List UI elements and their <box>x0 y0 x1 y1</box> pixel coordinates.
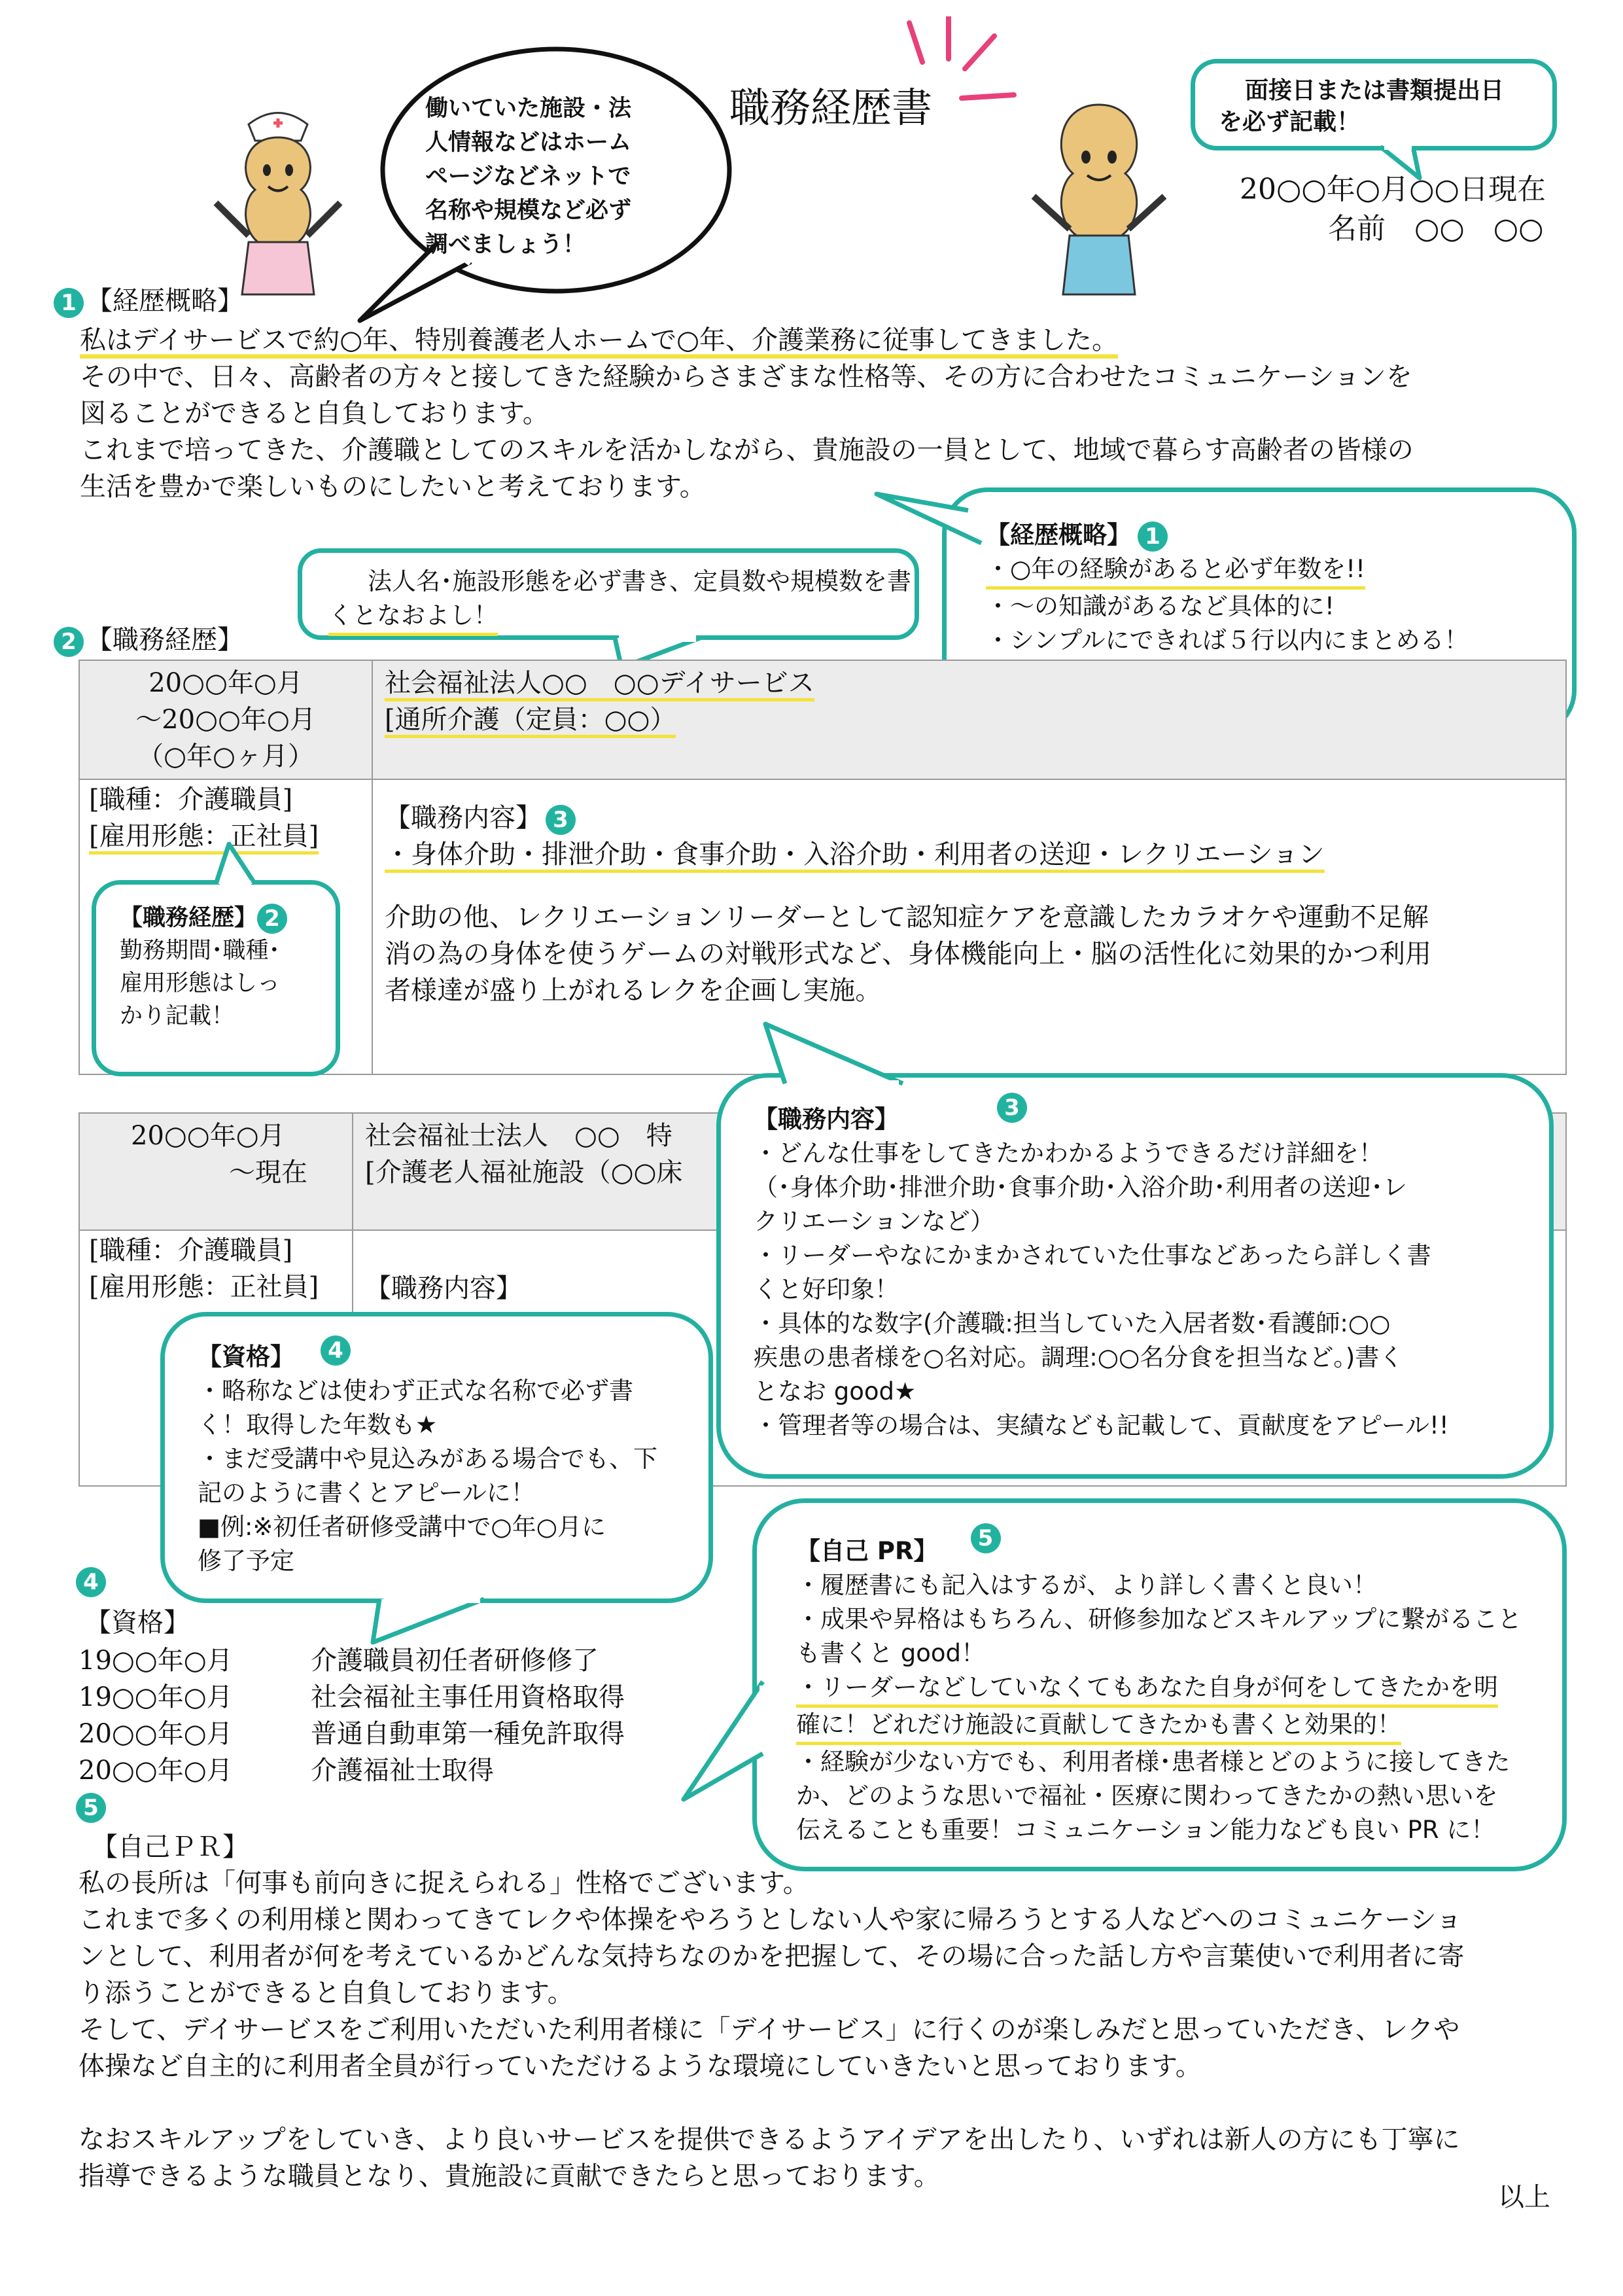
history-tip-bubble-tail <box>209 841 268 887</box>
bubble-badge-3: 3 <box>997 1093 1027 1123</box>
section-badge-2: 2 <box>54 627 84 657</box>
job1-period: 20○○年○月 ～20○○年○月 （○年○ヶ月） <box>79 660 372 779</box>
job2-period: 20○○年○月 ～現在 <box>79 1113 353 1230</box>
section-badge-1: 1 <box>54 288 84 318</box>
duty-badge-3: 3 <box>546 805 576 835</box>
pr-tip-bubble-tail <box>680 1675 765 1806</box>
qual-badge-wrap <box>76 1567 109 1597</box>
pr-heading: 【自己ＰＲ】 <box>92 1832 249 1862</box>
qual-item: 20○○年○月 介護福祉士取得 <box>79 1756 494 1786</box>
section-badge-4: 4 <box>76 1567 106 1597</box>
top-left-bubble-text: 働いていた施設・法 人情報などはホーム ページなどネットで 名称や規模など必ず 調べましょう！ <box>425 96 632 258</box>
qual-item: 20○○年○月 普通自動車第一種免許取得 <box>79 1719 625 1749</box>
qual-tip-bubble: 【資格】 4 ・略称などは使わず正式な名称で必ず書 く！取得した年数も★ ・まだ受講中や見込みがある場合でも、下 記のように書くとアピールに！ ■例:※初任者研修受講中で○年○月に 修了予定 <box>160 1312 713 1603</box>
page-title: 職務経歴書 <box>729 84 933 132</box>
nurse-peanut-mascot-icon <box>203 105 353 301</box>
bubble-badge-1: 1 <box>1138 521 1168 552</box>
qual-heading: 【資格】 <box>85 1608 190 1638</box>
job2-role: [職種：介護職員] [雇用形態：正社員] <box>79 1230 353 1486</box>
duties-tip-bubble-tail <box>759 1021 929 1086</box>
bubble-badge-2: 2 <box>257 904 287 934</box>
document-name: 名前 ○○ ○○ <box>1328 212 1544 245</box>
peanut-mascot-icon <box>1021 98 1178 301</box>
qual-tip-bubble-tail <box>366 1597 497 1649</box>
pr-badge-wrap <box>76 1793 109 1823</box>
duties-tip-bubble: 【職務内容】 3 ・どんな仕事をしてきたかわかるようできるだけ詳細を！ （･身体介助･排泄介助･食事介助･入浴介助･利用者の送迎･レ クリエーションなど） ・リーダーやなにかまかされていた仕事などあったら詳しく書 くと好印象！ ・具体的な数字(介護職:担当していた入居者数･看護師:○○ 疾患の患者様を○名対応。調理:○○名分食を担当など。)書く となお good★ ・管理者等の場合は、実績なども記載して、貢献度をアピール!! <box>716 1073 1554 1479</box>
job2-org: 社会福祉士法人 ○○ 特 [介護老人福祉施設（○○床 <box>353 1113 1566 1230</box>
summary-text: 私はデイサービスで約○年、特別養護老人ホームで○年、介護業務に従事してきました。 その中で、日々、高齢者の方々と接してきた経験からさまざまな性格等、その方に合わせたコミュニケーションを 図ることができると自負しております。 これまで培ってきた、介護職としてのスキルを活かしながら、貴施設の一員として、地域で暮らす高齢者の皆様の 生活を豊かで楽しいものにしたいと考えております。 <box>80 322 1414 505</box>
pr-tip-bubble: 【自己 PR】 5 ・履歴書にも記入はするが、より詳しく書くと良い！ ・成果や昇格はもちろん、研修参加などスキルアップに繋がること も書くと good！ ・リーダーなどしていなくてもあなた自身が何をしてきたかを明 確に！どれだけ施設に貢献してきたかも書くと効果的！ ・経験が少ない方でも、利用者様･患者様とどのように接してきた か、どのような思いで福祉・医療に関わってきたかの熱い思いを 伝えることも重要！コミュニケーション能力なども良い PR に！ <box>752 1498 1567 1871</box>
title-sparkle-icon <box>896 16 1021 108</box>
history-heading: 2 【職務経歴】 <box>54 622 243 658</box>
corp-tip-bubble: 法人名･施設形態を必ず書き、定員数や規模数を書 くとなおよし！ <box>298 548 919 640</box>
job2-duties: 【職務内容】 <box>353 1230 1566 1486</box>
history-tip-bubble: 【職務経歴】 2 勤務期間･職種･ 雇用形態はしっ かり記載！ <box>92 880 340 1076</box>
bubble-badge-5: 5 <box>971 1523 1001 1553</box>
section-badge-5: 5 <box>76 1793 106 1823</box>
job1-duties: 【職務内容】 3 ・身体介助・排泄介助・食事介助・入浴介助・利用者の送迎・レクリエーション 介助の他、レクリエーションリーダーとして認知症ケアを意識したカラオケや運動不足解 消の為の身体を使うゲームの対戦形式など、身体機能向上・脳の活性化に効果的かつ利用 者様達が盛り上がれるレクを企画し実施。 <box>372 779 1566 1074</box>
document-end: 以上 <box>1498 2182 1550 2212</box>
date-tip-bubble: 面接日または書類提出日 を必ず記載！ <box>1191 59 1557 150</box>
qual-item: 19○○年○月 社会福祉主事任用資格取得 <box>79 1682 625 1712</box>
summary-tip-bubble-tail <box>870 491 988 550</box>
qual-list <box>79 1642 625 1789</box>
document-date: 20○○年○月○○日現在 <box>1240 173 1546 206</box>
job1-org: 社会福祉法人○○ ○○デイサービス [通所介護（定員：○○） <box>372 660 1566 779</box>
pr-text: 私の長所は「何事も前向きに捉えられる」性格でございます。 これまで多くの利用様と関わってきてレクや体操をやろうとしない人や家に帰ろうとする人などへのコミュニケーショ ンとして、利用者が何を考えているかどんな気持ちなのかを把握して、その場に合った話し方や言葉使いで利用者に寄 り添うことができると自負しております。 そして、デイサービスをご利用いただいた利用者様に「デイサービス」に行くのが楽しみだと思っていただき、レクや 体操など自主的に利用者全員が行っていただけるような環境にしていきたいと思っております。 なおスキルアップをしていき、より良いサービスを提供できるようアイデアを出したり、いずれは新人の方にも丁寧に 指導できるような職員となり、貴施設に貢献できたらと思っております。 <box>79 1868 1465 2191</box>
summary-tip-bubble: 【経歴概略】 1 ・○年の経験があると必ず年数を!! ・～の知識があるなど具体的に! ・シンプルにできれば５行以内にまとめる！ <box>942 487 1577 736</box>
summary-heading: 1 【経歴概略】 <box>54 283 243 319</box>
qual-item: 19○○年○月 介護職員初任者研修修了 <box>79 1646 599 1676</box>
bubble-badge-4: 4 <box>321 1335 351 1366</box>
job1-role: [職種：介護職員] [雇用形態：正社員] <box>79 779 372 1074</box>
